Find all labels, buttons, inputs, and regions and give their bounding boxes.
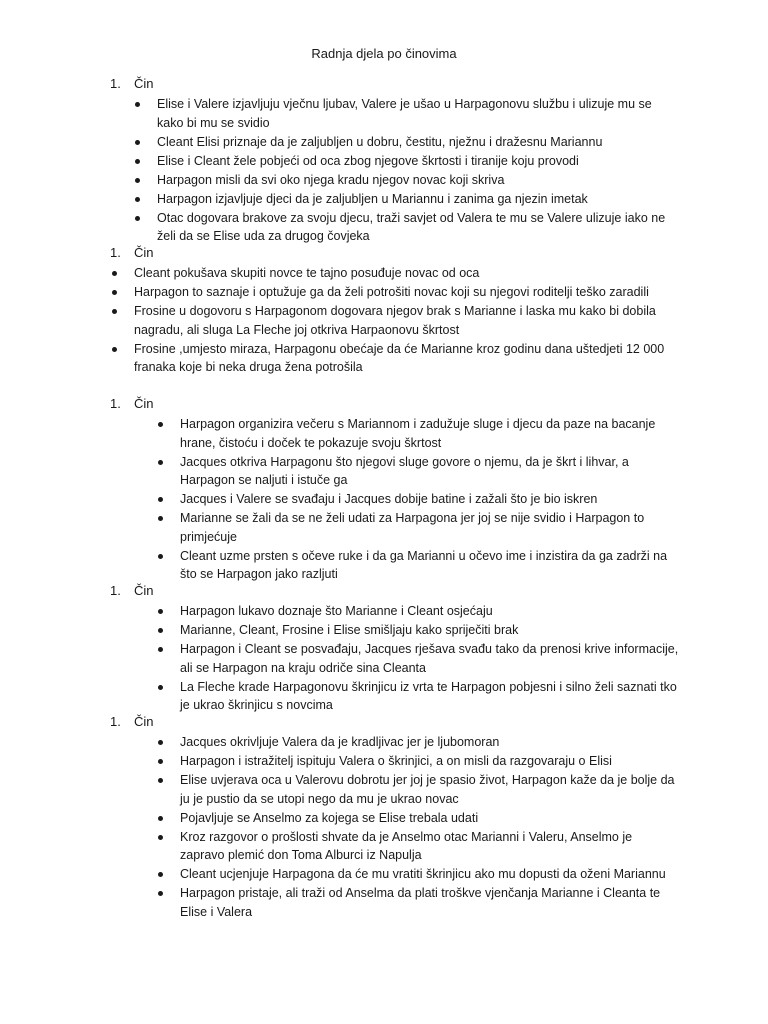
list-item-text: Harpagon pristaje, ali traži od Anselma da plati troškve vjenčanja Marianne i Cleanta te Elise i Valera (180, 886, 661, 919)
list-item (180, 509, 680, 546)
act-label: Čin (134, 245, 154, 260)
act-heading (110, 714, 154, 729)
list-item (157, 95, 677, 132)
list-item (157, 190, 677, 209)
list-item-text: Harpagon lukavo doznaje što Marianne i Cleant osjećaju (180, 604, 493, 618)
bullet-icon (158, 554, 163, 559)
list-item (180, 771, 680, 808)
list-item (180, 809, 680, 828)
bullet-icon (135, 140, 140, 145)
list-item (134, 340, 679, 377)
list-item (180, 733, 680, 752)
bullet-icon (158, 516, 163, 521)
act-bullet-list (157, 95, 677, 246)
bullet-icon (112, 309, 117, 314)
document-title: Radnja djela po činovima (311, 46, 457, 61)
list-item-text: Marianne se žali da se ne želi udati za Harpagona jer joj se nije svidio i Harpagon to primjećuje (180, 511, 645, 544)
list-item-text: Harpagon izjavljuje djeci da je zaljubljen u Mariannu i zanima ga njezin imetak (157, 191, 588, 206)
bullet-icon (112, 347, 117, 352)
list-item-text: Cleant uzme prsten s očeve ruke i da ga Marianni u očevo ime i inzistira da ga zadrži na što se Harpagon jako razljuti (180, 548, 668, 581)
list-item-text: Harpagon misli da svi oko njega kradu njegov novac koji skriva (157, 172, 505, 187)
bullet-icon (158, 891, 163, 896)
bullet-icon (112, 290, 117, 295)
list-item (180, 415, 680, 452)
act-label: Čin (134, 583, 154, 598)
list-item (157, 152, 677, 171)
list-item-text: La Fleche krade Harpagonovu škrinjicu iz vrta te Harpagon pobjesni i silno želi saznati tko je ukrao škrinjicu s novcima (180, 679, 677, 712)
bullet-icon (158, 872, 163, 877)
list-item-text: Kroz razgovor o prošlosti shvate da je Anselmo otac Marianni i Valeru, Anselmo je zapravo plemić don Toma Alburci iz Napulja (180, 829, 633, 862)
act-heading (110, 76, 154, 91)
list-item (134, 264, 679, 283)
list-item-text: Jacques otkriva Harpagonu što njegovi sluge govore o njemu, da je škrt i lihvar, a Harpagon se naljuti i istuče ga (180, 454, 629, 487)
act-bullet-list (180, 602, 680, 715)
list-item-text: Harpagon i istražitelj ispituju Valera o škrinjici, a on misli da razgovaraju o Elisi (180, 754, 612, 768)
list-item (180, 828, 680, 865)
act-bullet-list (180, 733, 680, 922)
list-item (134, 283, 679, 302)
bullet-icon (158, 460, 163, 465)
bullet-icon (158, 685, 163, 690)
list-item (180, 453, 680, 490)
list-item-text: Elise uvjerava oca u Valerovu dobrotu jer joj je spasio život, Harpagon kaže da je bolje da ju je pustio da se utopi nego da mu je ukrao novac (180, 773, 675, 806)
list-item (180, 602, 680, 621)
act-bullet-list (180, 415, 680, 584)
list-item (180, 640, 680, 677)
bullet-icon (135, 197, 140, 202)
list-item-text: Cleant ucjenjuje Harpagona da će mu vratiti škrinjicu ako mu dopusti da oženi Mariannu (180, 867, 666, 881)
bullet-icon (158, 422, 163, 427)
act-heading (110, 396, 154, 411)
bullet-icon (135, 178, 140, 183)
list-item (180, 884, 680, 921)
list-item-text: Elise i Cleant žele pobjeći od oca zbog njegove škrtosti i tiranije koju provodi (157, 153, 579, 168)
list-item-text: Pojavljuje se Anselmo za kojega se Elise trebala udati (180, 810, 479, 825)
act-bullet-list (134, 264, 679, 377)
list-item (180, 678, 680, 715)
act-number: 1. (110, 76, 121, 91)
bullet-icon (158, 628, 163, 633)
bullet-icon (135, 216, 140, 221)
list-item (157, 133, 677, 152)
act-label: Čin (134, 76, 154, 91)
list-item (180, 621, 680, 640)
act-number: 1. (110, 396, 121, 411)
list-item-text: Harpagon to saznaje i optužuje ga da želi potrošiti novac koji su njegovi roditelji teško zaradili (134, 285, 649, 299)
list-item-text: Harpagon i Cleant se posvađaju, Jacques rješava svađu tako da prenosi krive informacije, ali se Harpagon na kraju odriče sina Cleanta (180, 642, 679, 675)
act-number: 1. (110, 245, 121, 260)
bullet-icon (158, 647, 163, 652)
bullet-icon (112, 271, 117, 276)
list-item-text: Elise i Valere izjavljuju vječnu ljubav, Valere je ušao u Harpagonovu službu i ulizuje mu se kako bi mu se svidio (157, 97, 652, 130)
list-item-text: Cleant Elisi priznaje da je zaljubljen u dobru, čestitu, nježnu i dražesnu Mariannu (157, 134, 603, 149)
list-item-text: Marianne, Cleant, Frosine i Elise smišljaju kako spriječiti brak (180, 623, 519, 637)
bullet-icon (158, 835, 163, 840)
list-item-text: Frosine ,umjesto miraza, Harpagonu obećaje da će Marianne kroz godinu dana uštedjeti 12 000 franaka koje bi neka druga žena potrošila (134, 341, 665, 374)
list-item (180, 865, 680, 884)
bullet-icon (135, 159, 140, 164)
list-item (157, 171, 677, 190)
act-label: Čin (134, 714, 154, 729)
act-heading (110, 583, 154, 598)
act-number: 1. (110, 714, 121, 729)
list-item-text: Frosine u dogovoru s Harpagonom dogovara njegov brak s Marianne i laska mu kako bi dobila nagradu, ali sluga La Fleche joj otkriva Harpaonovu škrtost (134, 304, 656, 337)
list-item-text: Harpagon organizira večeru s Mariannom i zadužuje sluge i djecu da paze na bacanje hrane, čistoću i doček te pokazuje svoju škrtost (180, 417, 656, 450)
list-item (180, 547, 680, 584)
list-item (157, 209, 677, 246)
list-item-text: Cleant pokušava skupiti novce te tajno posuđuje novac od oca (134, 266, 480, 280)
bullet-icon (158, 497, 163, 502)
bullet-icon (158, 609, 163, 614)
bullet-icon (135, 102, 140, 107)
list-item (180, 490, 680, 509)
list-item-text: Otac dogovara brakove za svoju djecu, traži savjet od Valera te mu se Valere ulizuje iako ne želi da se Elise uda za drugog čovjeka (157, 210, 666, 243)
bullet-icon (158, 778, 163, 783)
act-number: 1. (110, 583, 121, 598)
act-label: Čin (134, 396, 154, 411)
bullet-icon (158, 740, 163, 745)
list-item-text: Jacques okrivljuje Valera da je kradljivac jer je ljubomoran (180, 735, 500, 749)
act-heading (110, 245, 154, 260)
list-item-text: Jacques i Valere se svađaju i Jacques dobije batine i zažali što je bio iskren (180, 492, 598, 506)
list-item (180, 752, 680, 771)
list-item (134, 302, 679, 339)
bullet-icon (158, 759, 163, 764)
bullet-icon (158, 816, 163, 821)
